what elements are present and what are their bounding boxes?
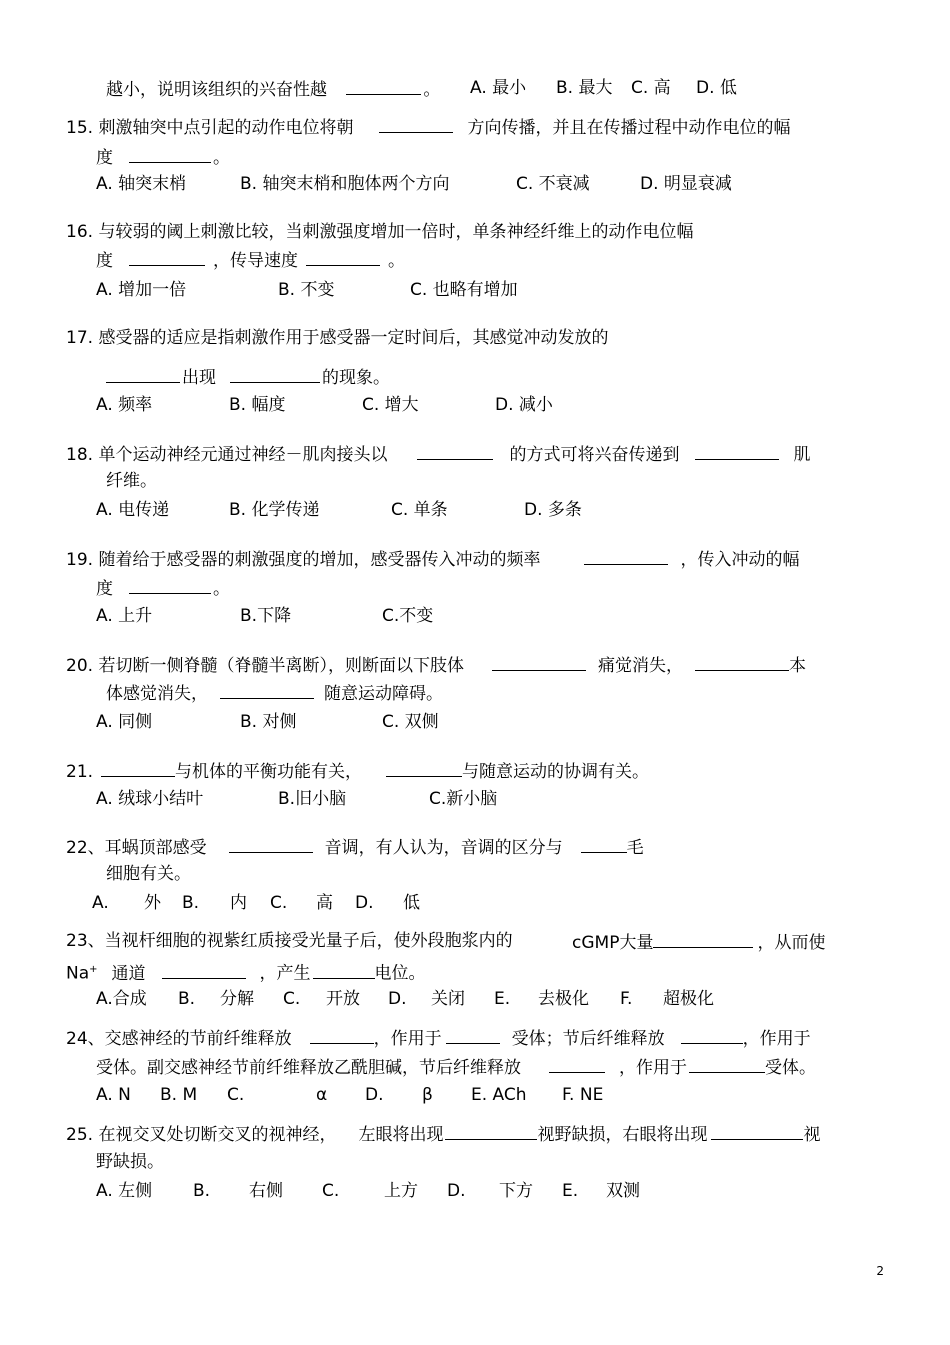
option[interactable]: B. — [193, 1181, 211, 1201]
answer-blank[interactable] — [313, 962, 375, 979]
option[interactable]: 上方 — [384, 1181, 418, 1201]
question-text: 电位。 — [374, 963, 426, 984]
question-text: 肌 — [793, 445, 811, 465]
q16-option-c — [410, 280, 518, 300]
question-text: 与随意运动的协调有关。 — [462, 762, 650, 782]
option[interactable]: C. 也略有增加 — [410, 280, 518, 300]
q22-option-d-label — [355, 893, 374, 913]
option[interactable]: 超极化 — [663, 989, 714, 1009]
answer-blank[interactable] — [106, 366, 180, 383]
q21-option-a — [96, 789, 203, 809]
question-text: cGMP大量 — [572, 933, 654, 953]
q18-line1 — [66, 443, 810, 465]
option[interactable]: A. 上升 — [96, 606, 153, 626]
option[interactable]: E. ACh — [471, 1085, 527, 1105]
question-text: 的现象。 — [322, 368, 390, 388]
q24-option-b — [160, 1085, 197, 1105]
q23-line1-right — [572, 931, 825, 953]
q20-option-b — [240, 712, 296, 732]
q24-option-e — [471, 1085, 527, 1105]
option[interactable]: A. N — [96, 1085, 131, 1105]
question-text: 随意运动障碍。 — [324, 684, 443, 704]
q23-option-a — [96, 989, 147, 1009]
q17-line1 — [66, 328, 608, 348]
q23-option-d-text — [431, 989, 465, 1009]
question-text: ，作用于 — [742, 1029, 811, 1049]
q25-option-e-label — [562, 1181, 578, 1201]
q18-line2 — [106, 471, 157, 491]
answer-blank[interactable] — [101, 760, 175, 777]
answer-blank[interactable] — [417, 443, 493, 460]
question-text: 视野缺损，右眼将出现 — [537, 1125, 708, 1145]
q23-option-e-text — [538, 989, 589, 1009]
option[interactable]: β — [422, 1085, 433, 1105]
q19-line1 — [66, 548, 799, 570]
q16-line1 — [66, 222, 693, 242]
answer-blank[interactable] — [220, 682, 314, 699]
option[interactable]: A. 电传递 — [96, 500, 170, 520]
question-text: ，作用于 — [619, 1058, 687, 1078]
q23-option-b-label — [178, 989, 195, 1009]
option[interactable]: D. 多条 — [524, 500, 582, 520]
question-text: 受体。 — [765, 1058, 816, 1078]
q15-line2 — [96, 146, 230, 168]
q23-option-c-label — [283, 989, 300, 1009]
question-text: 音调，有人认为，音调的区分与 — [324, 838, 563, 858]
answer-blank[interactable] — [584, 548, 668, 565]
answer-blank[interactable] — [129, 146, 211, 163]
answer-blank[interactable] — [446, 1027, 500, 1044]
q23-option-f-label — [620, 989, 632, 1009]
option[interactable]: B. 不变 — [278, 280, 335, 300]
q25-option-d-label — [447, 1181, 466, 1201]
answer-blank[interactable] — [445, 1123, 537, 1140]
option[interactable]: D. 减小 — [495, 395, 553, 415]
question-text: ，从而使 — [757, 933, 826, 953]
question-text: 。 — [213, 579, 230, 599]
option[interactable]: C. 双侧 — [382, 712, 439, 732]
q25-line2 — [96, 1152, 164, 1172]
option[interactable]: 右侧 — [249, 1181, 283, 1201]
q25-option-e-text — [606, 1181, 640, 1201]
q14-options — [470, 78, 526, 98]
question-text: 毛 — [626, 838, 644, 858]
option[interactable]: 低 — [403, 893, 420, 913]
question-text: 与机体的平衡功能有关， — [175, 762, 363, 782]
option[interactable]: B. 对侧 — [240, 712, 297, 732]
question-text: 出现 — [182, 368, 216, 388]
q18-option-d — [524, 500, 582, 520]
answer-blank[interactable] — [695, 654, 789, 671]
q21-option-b — [278, 789, 346, 809]
q23-option-b-text — [220, 989, 254, 1009]
option[interactable]: C. 不衰减 — [516, 174, 590, 194]
question-text: 25. 在视交叉处切断交叉的视神经， — [66, 1125, 337, 1145]
answer-blank[interactable] — [230, 366, 320, 383]
question-text: 受体；节后纤维释放 — [511, 1029, 665, 1049]
q18-option-c — [391, 500, 448, 520]
question-text: 。 — [213, 148, 230, 168]
q19-option-c — [382, 606, 433, 626]
q17-option-c — [362, 395, 419, 415]
option[interactable]: 去极化 — [538, 989, 589, 1009]
question-text: 越小，说明该组织的兴奋性越 — [106, 80, 327, 100]
question-text: 视 — [803, 1125, 821, 1145]
q25-option-b-text — [249, 1181, 283, 1201]
option[interactable]: D. — [447, 1181, 466, 1201]
question-text: 17. 感受器的适应是指刺激作用于感受器一定时间后，其感觉冲动发放的 — [66, 328, 609, 348]
answer-blank[interactable] — [549, 1056, 605, 1073]
q17-line2 — [106, 366, 390, 388]
question-text: 通道 — [111, 963, 146, 984]
question-text: 的方式可将兴奋传递到 — [509, 445, 680, 465]
question-text: 22、耳蜗顶部感受 — [66, 838, 207, 858]
q25-option-a — [96, 1181, 152, 1201]
option[interactable]: C. 高 — [631, 78, 671, 98]
question-text: 19. 随着给于感受器的刺激强度的增加，感受器传入冲动的频率 — [66, 550, 541, 570]
option[interactable]: C. — [322, 1181, 340, 1201]
option[interactable]: C. 单条 — [391, 500, 448, 520]
q25-option-d-text — [499, 1181, 533, 1201]
option[interactable]: E. — [562, 1181, 579, 1201]
answer-blank[interactable] — [689, 1056, 765, 1073]
answer-blank[interactable] — [711, 1123, 803, 1140]
option[interactable]: C. — [283, 989, 301, 1009]
q15-option-a — [96, 174, 186, 194]
option[interactable]: A. — [92, 893, 109, 913]
q23-option-d-label — [388, 989, 407, 1009]
q23-option-c-text — [326, 989, 360, 1009]
option[interactable]: C. — [270, 893, 288, 913]
option[interactable]: D. 明显衰减 — [640, 174, 732, 194]
option[interactable]: B. 化学传递 — [229, 500, 320, 520]
q23-line2 — [66, 960, 426, 984]
option[interactable]: C. 增大 — [362, 395, 419, 415]
q18-option-b — [229, 500, 319, 520]
option[interactable]: A. 频率 — [96, 395, 153, 415]
option[interactable]: C. — [227, 1085, 245, 1105]
q15-line1 — [66, 116, 790, 138]
question-text: ，传入冲动的幅 — [680, 550, 800, 570]
question-text: 16. 与较弱的阈上刺激比较，当刺激强度增加一倍时，单条神经纤维上的动作电位幅 — [66, 222, 694, 242]
option[interactable]: 关闭 — [431, 989, 465, 1009]
q17-option-b — [229, 395, 285, 415]
q17-option-d — [495, 395, 553, 415]
question-text: 。 — [423, 80, 441, 100]
option[interactable]: B.下降 — [240, 606, 292, 626]
question-text: 18. 单个运动神经元通过神经－肌肉接头以 — [66, 445, 388, 465]
answer-blank[interactable] — [386, 760, 462, 777]
option[interactable]: 外 — [144, 893, 161, 913]
q18-option-a — [96, 500, 169, 520]
question-text: 度 — [96, 148, 113, 168]
option[interactable]: 高 — [316, 893, 333, 913]
q21-line1 — [66, 760, 649, 782]
q24-option-f — [562, 1085, 603, 1105]
option[interactable]: F. — [620, 989, 633, 1009]
question-text: 痛觉消失， — [597, 656, 683, 676]
q20-line2 — [106, 682, 443, 704]
q17-option-a — [96, 395, 152, 415]
q24-option-c-label — [227, 1085, 244, 1105]
q22-line2 — [106, 864, 191, 884]
option[interactable]: F. NE — [562, 1085, 604, 1105]
answer-blank[interactable] — [346, 78, 421, 95]
option[interactable]: D. — [365, 1085, 384, 1105]
q23-option-e-label — [494, 989, 510, 1009]
option[interactable]: 下方 — [499, 1181, 533, 1201]
q24-option-d-label — [365, 1085, 384, 1105]
q22-option-a-text — [144, 893, 161, 913]
question-text: 21. — [66, 762, 94, 782]
option[interactable]: B. — [182, 893, 200, 913]
question-text: 细胞有关。 — [106, 864, 191, 884]
answer-blank[interactable] — [653, 931, 753, 948]
answer-blank[interactable] — [379, 116, 453, 133]
question-text: 。 — [388, 251, 405, 271]
question-text: Na — [66, 963, 90, 984]
answer-blank[interactable] — [581, 836, 627, 853]
q22-option-b-label — [182, 893, 199, 913]
q15-option-c — [516, 174, 590, 194]
option[interactable]: E. — [494, 989, 511, 1009]
q20-option-c — [382, 712, 439, 732]
option[interactable]: α — [316, 1085, 328, 1105]
option[interactable]: B. — [178, 989, 196, 1009]
q20-option-a — [96, 712, 152, 732]
q14-option-c — [631, 78, 671, 98]
option[interactable]: A. 最小 — [470, 78, 527, 98]
question-text: 24、交感神经的节前纤维释放 — [66, 1029, 292, 1049]
q21-option-c — [429, 789, 497, 809]
q25-option-c-text — [384, 1181, 418, 1201]
question-text: 20. 若切断一侧脊髓（脊髓半离断），则断面以下肢体 — [66, 656, 464, 676]
question-text: 度 — [96, 579, 113, 599]
option[interactable]: B. 幅度 — [229, 395, 286, 415]
option[interactable]: C.新小脑 — [429, 789, 498, 809]
q15-option-d — [640, 174, 732, 194]
question-text: 15. 刺激轴突中点引起的动作电位将朝 — [66, 118, 354, 138]
answer-blank[interactable] — [492, 654, 586, 671]
answer-blank[interactable] — [681, 1027, 743, 1044]
question-text: 野缺损。 — [96, 1152, 164, 1172]
option[interactable]: 分解 — [220, 989, 254, 1009]
option[interactable]: C.不变 — [382, 606, 434, 626]
question-text: 方向传播，并且在传播过程中动作电位的幅 — [467, 118, 791, 138]
q16-line2 — [96, 249, 405, 271]
q19-option-b — [240, 606, 291, 626]
option[interactable]: A. 绒球小结叶 — [96, 789, 204, 809]
question-text: 左眼将出现 — [358, 1125, 444, 1145]
question-text: 度 — [96, 251, 113, 271]
q14-option-b — [556, 78, 612, 98]
option[interactable]: B. 最大 — [556, 78, 613, 98]
q22-option-a-label — [92, 893, 109, 913]
answer-blank[interactable] — [306, 249, 380, 266]
q22-option-c-label — [270, 893, 287, 913]
option[interactable]: A. 轴突末梢 — [96, 174, 187, 194]
q22-line1 — [66, 836, 644, 858]
option[interactable]: 内 — [230, 893, 247, 913]
q22-option-b-text — [230, 893, 247, 913]
q23-option-f-text — [663, 989, 714, 1009]
question-text: 本 — [788, 656, 806, 676]
option[interactable]: 开放 — [326, 989, 360, 1009]
answer-blank[interactable] — [162, 962, 246, 979]
option[interactable]: D. — [388, 989, 407, 1009]
question-text: 23、当视杆细胞的视紫红质接受光量子后，使外段胞浆内的 — [66, 931, 513, 951]
option[interactable]: B.旧小脑 — [278, 789, 347, 809]
option[interactable]: A. 增加一倍 — [96, 280, 187, 300]
q24-line2 — [96, 1056, 816, 1078]
q24-option-a — [96, 1085, 131, 1105]
option[interactable]: D. — [355, 893, 374, 913]
q25-line1 — [66, 1123, 820, 1145]
q14-option-d — [696, 78, 737, 98]
question-text: 纤维。 — [106, 471, 157, 491]
question-text: 体感觉消失， — [106, 684, 208, 704]
q16-option-b — [278, 280, 334, 300]
q25-option-b-label — [193, 1181, 210, 1201]
question-text: 受体。副交感神经节前纤维释放乙酰胆碱，节后纤维释放 — [96, 1058, 521, 1078]
question-text: ，产生 — [259, 963, 311, 984]
q25-option-c-label — [322, 1181, 339, 1201]
page-number: 2 — [876, 1264, 884, 1278]
q20-line1 — [66, 654, 806, 676]
answer-blank[interactable] — [310, 1027, 374, 1044]
option[interactable]: A. 同侧 — [96, 712, 153, 732]
q15-option-b — [240, 174, 449, 194]
question-text: ，传导速度 — [213, 251, 298, 271]
q23-line1 — [66, 931, 513, 951]
q16-option-a — [96, 280, 186, 300]
q24-line1 — [66, 1027, 811, 1049]
option[interactable]: B. M — [160, 1085, 198, 1105]
question-text: ，作用于 — [373, 1029, 442, 1049]
q14-line1 — [106, 78, 440, 100]
option[interactable]: A.合成 — [96, 989, 147, 1009]
superscript: + — [89, 964, 98, 975]
q19-line2 — [96, 577, 230, 599]
option[interactable]: A. 左侧 — [96, 1181, 153, 1201]
option[interactable]: D. 低 — [696, 78, 737, 98]
q22-option-c-text — [316, 893, 333, 913]
answer-blank[interactable] — [229, 836, 313, 853]
q22-option-d-text — [403, 893, 420, 913]
q19-option-a — [96, 606, 152, 626]
answer-blank[interactable] — [129, 577, 211, 594]
q24-option-c-text — [316, 1085, 327, 1105]
q24-option-d-text — [422, 1085, 433, 1105]
answer-blank[interactable] — [695, 443, 779, 460]
option[interactable]: B. 轴突末梢和胞体两个方向 — [240, 174, 450, 194]
option[interactable]: 双测 — [606, 1181, 640, 1201]
answer-blank[interactable] — [129, 249, 205, 266]
